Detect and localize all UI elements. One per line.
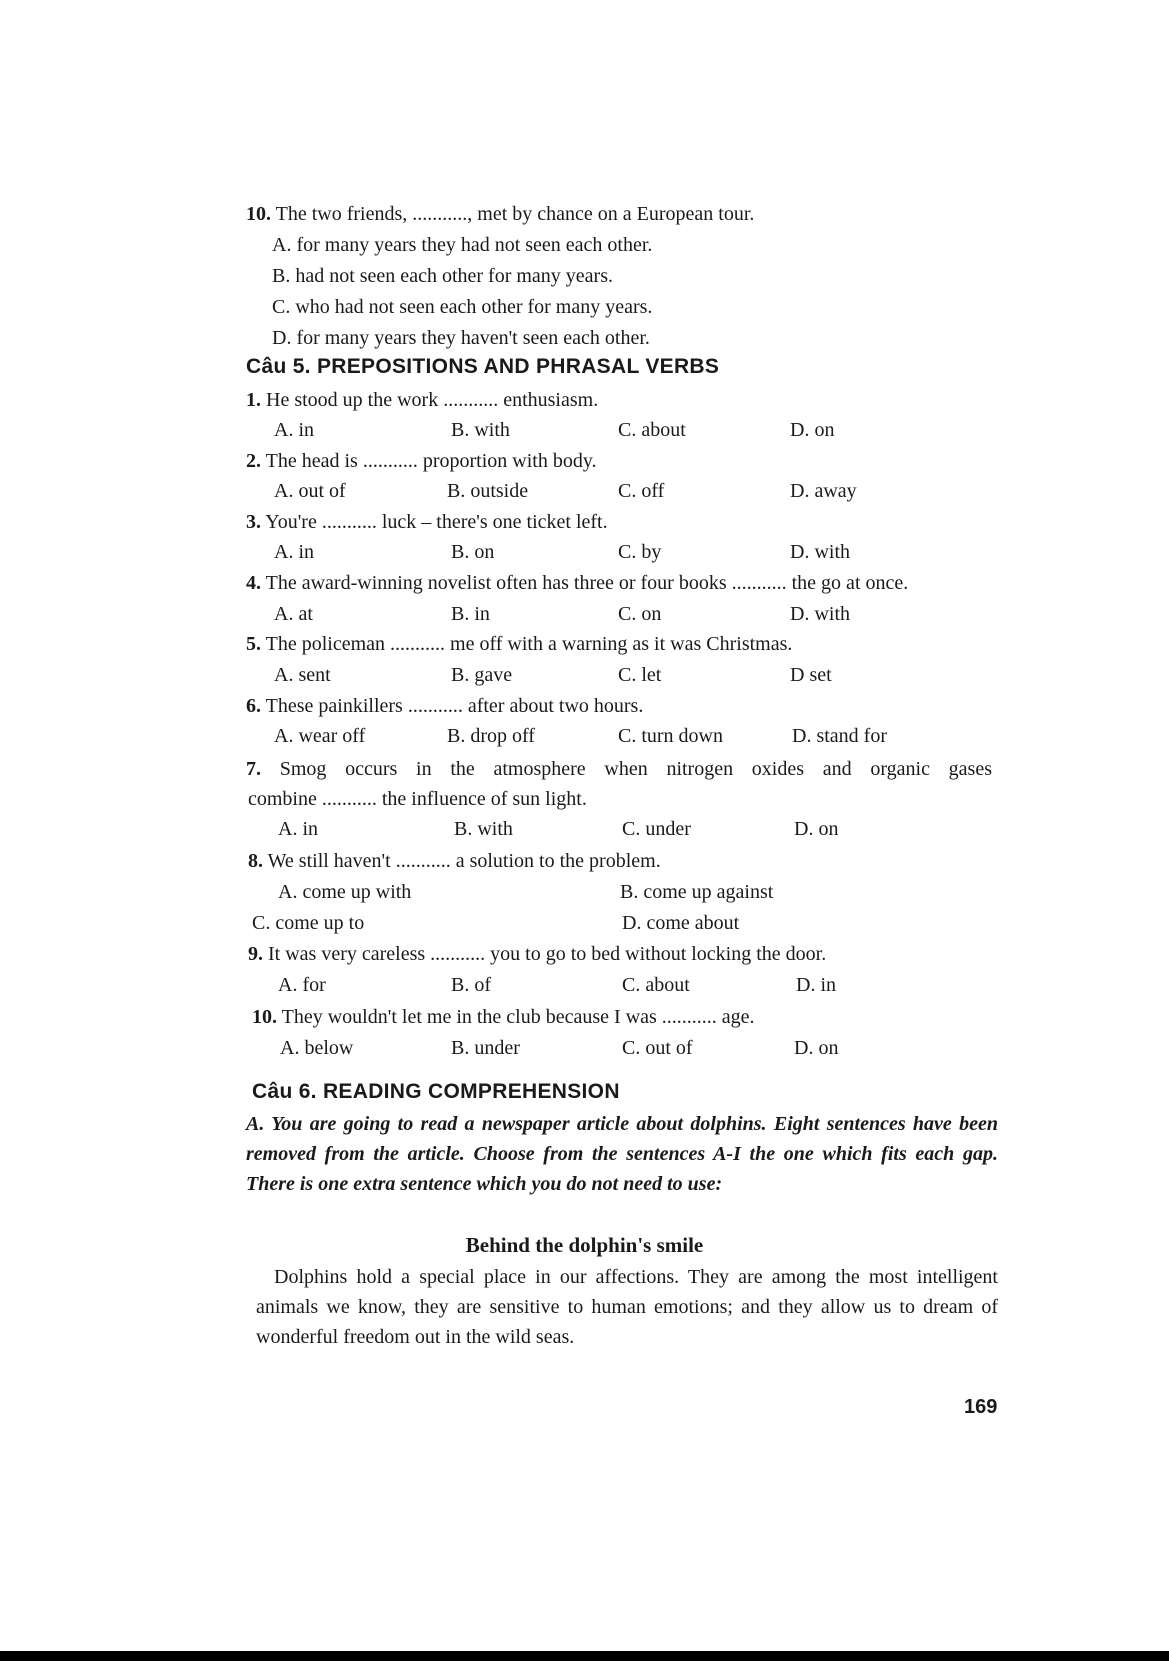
q5-option-a: A. sent xyxy=(274,664,331,686)
question-number: 5. xyxy=(246,633,261,655)
question-text: The policeman ........... me off with a warning as it was Christmas. xyxy=(265,633,793,655)
question-number: 2. xyxy=(246,450,261,472)
article-paragraph: Dolphins hold a special place in our affections. They are among the most intelligent animals we know, they are sensitive to human emotions; and they allow us to dream of wonderful freedom out in the wild seas. xyxy=(256,1266,998,1348)
article-title: Behind the dolphin's smile xyxy=(465,1233,704,1257)
question-text: Smog occurs in the atmosphere when nitrogen oxides and organic gases xyxy=(279,758,992,780)
option-d: D. for many years they haven't seen each other. xyxy=(272,327,650,349)
q1-option-d: D. on xyxy=(790,419,835,441)
question-text: It was very careless ........... you to go to bed without locking the door. xyxy=(268,943,827,965)
q6-option-c: C. turn down xyxy=(618,725,723,747)
question-text: We still haven't ........... a solution to the problem. xyxy=(267,850,661,872)
q4-option-a: A. at xyxy=(274,603,313,625)
q8-option-a: A. come up with xyxy=(278,881,412,903)
page-number: 169 xyxy=(964,1396,998,1418)
option-c: C. who had not seen each other for many years. xyxy=(272,296,653,318)
q7-option-c: C. under xyxy=(622,818,691,840)
q3-option-b: B. on xyxy=(451,541,495,563)
question-number: 7. xyxy=(246,758,261,780)
question-text: The award-winning novelist often has three or four books ........... the go at once. xyxy=(265,572,909,594)
q7-option-b: B. with xyxy=(454,818,513,840)
q1-option-b: B. with xyxy=(451,419,510,441)
q9-option-d: D. in xyxy=(796,974,836,996)
question-number: 9. xyxy=(248,943,263,965)
q4-option-d: D. with xyxy=(790,603,850,625)
q9-option-a: A. for xyxy=(278,974,326,996)
q10-option-a: A. below xyxy=(280,1037,354,1059)
question-5 xyxy=(246,632,792,656)
q3-option-a: A. in xyxy=(274,541,314,563)
q6-option-b: B. drop off xyxy=(447,725,535,747)
question-text: He stood up the work ........... enthusiasm. xyxy=(266,389,599,411)
section-5-heading: Câu 5. PREPOSITIONS AND PHRASAL VERBS xyxy=(246,355,720,378)
q8-option-d: D. come about xyxy=(622,912,740,934)
q1-option-a: A. in xyxy=(274,419,314,441)
question-10 xyxy=(252,1005,755,1029)
question-7-continuation: combine ........... the influence of sun light. xyxy=(248,788,587,810)
q1-option-c: C. about xyxy=(618,419,686,441)
q5-option-c: C. let xyxy=(618,664,662,686)
q4-option-b: B. in xyxy=(451,603,490,625)
question-1 xyxy=(246,388,598,412)
question-8 xyxy=(248,849,661,873)
reading-instruction: A. You are going to read a newspaper article about dolphins. Eight sentences have been removed from the article. Choose from the sentences A-I the one which fits each gap. There is one extra sentence which you do not need to use: xyxy=(246,1113,998,1195)
question-number: 6. xyxy=(246,695,261,717)
q9-option-b: B. of xyxy=(451,974,491,996)
scan-edge xyxy=(0,1651,1169,1661)
q3-option-c: C. by xyxy=(618,541,662,563)
question-6 xyxy=(246,694,643,718)
option-a: A. for many years they had not seen each other. xyxy=(272,234,653,256)
q8-option-c: C. come up to xyxy=(252,912,365,934)
q5-option-b: B. gave xyxy=(451,664,513,686)
q2-option-b: B. outside xyxy=(447,480,529,502)
question-text: These painkillers ........... after about two hours. xyxy=(265,695,644,717)
question-number: 3. xyxy=(246,511,261,533)
question-text: The head is ........... proportion with body. xyxy=(265,450,597,472)
q10-option-b: B. under xyxy=(451,1037,520,1059)
q8-option-b: B. come up against xyxy=(620,881,774,903)
question-2 xyxy=(246,449,597,473)
q2-option-a: A. out of xyxy=(274,480,346,502)
question-4 xyxy=(246,571,908,595)
question-7 xyxy=(246,757,992,781)
q4-option-c: C. on xyxy=(618,603,662,625)
q3-option-d: D. with xyxy=(790,541,850,563)
q10-option-d: D. on xyxy=(794,1037,839,1059)
option-b: B. had not seen each other for many years. xyxy=(272,265,613,287)
q7-option-a: A. in xyxy=(278,818,318,840)
question-3 xyxy=(246,510,608,534)
q6-option-d: D. stand for xyxy=(792,725,887,747)
question-10-prev xyxy=(246,202,754,226)
q7-option-d: D. on xyxy=(794,818,839,840)
question-text: The two friends, ..........., met by chance on a European tour. xyxy=(275,203,755,225)
q6-option-a: A. wear off xyxy=(274,725,366,747)
question-text: You're ........... luck – there's one ticket left. xyxy=(265,511,608,533)
question-9 xyxy=(248,942,826,966)
q9-option-c: C. about xyxy=(622,974,690,996)
question-number: 4. xyxy=(246,572,261,594)
section-6-heading: Câu 6. READING COMPREHENSION xyxy=(252,1080,620,1103)
q2-option-c: C. off xyxy=(618,480,665,502)
q5-option-d: D set xyxy=(790,664,832,686)
question-number: 10. xyxy=(252,1006,277,1028)
question-number: 10. xyxy=(246,203,271,225)
q2-option-d: D. away xyxy=(790,480,857,502)
q10-option-c: C. out of xyxy=(622,1037,693,1059)
question-number: 8. xyxy=(248,850,263,872)
question-number: 1. xyxy=(246,389,261,411)
question-text: They wouldn't let me in the club because I was ........... age. xyxy=(281,1006,755,1028)
